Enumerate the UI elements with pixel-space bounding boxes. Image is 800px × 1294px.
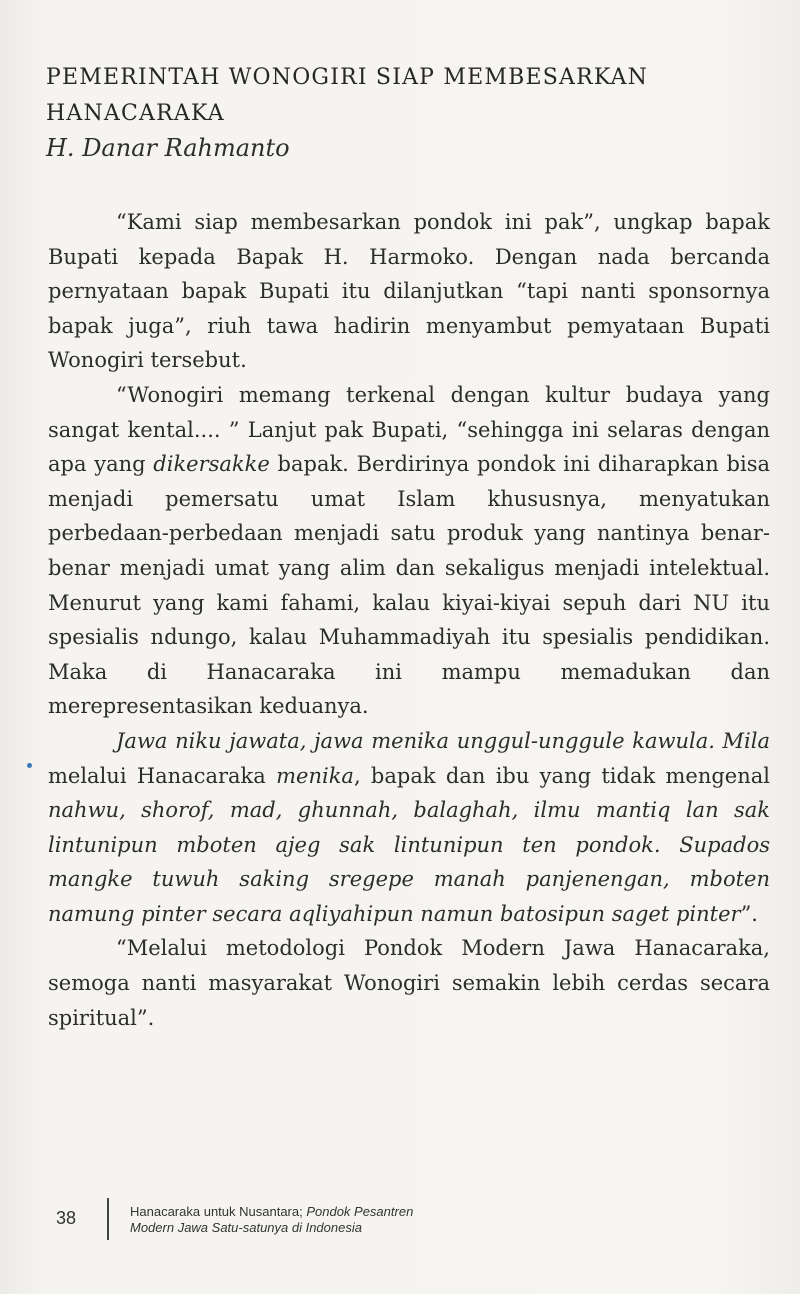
paragraph-text: melalui Hanacaraka xyxy=(48,763,277,788)
paragraph-text: , bapak dan ibu yang tidak mengenal xyxy=(353,763,770,788)
body-paragraph xyxy=(48,931,770,1035)
paragraph-text: “Melalui metodologi Pondok Modern Jawa Hanacaraka, semoga nanti masyarakat Wonogiri semakin lebih cerdas secara spiritual”. xyxy=(48,936,770,1030)
footer-divider xyxy=(107,1198,109,1240)
page-footer xyxy=(0,1196,800,1246)
running-footer xyxy=(130,1204,413,1236)
article-title xyxy=(46,60,766,132)
body-paragraph xyxy=(48,378,770,724)
page-number: 38 xyxy=(56,1208,77,1228)
paragraph-text: bapak. Berdirinya pondok ini diharapkan bisa menjadi pemersatu umat Islam khususnya, menyatukan perbedaan-perbedaan menjadi satu produk yang nantinya benar-benar menjadi umat yang alim dan sekaligus menjadi intelektual. Menurut yang kami fahami, kalau kiyai-kiyai sepuh dari NU itu spesialis ndungo, kalau Muhammadiyah itu spesialis pendidikan. Maka di Hanacaraka ini mampu memadukan dan merepresentasikan keduanya. xyxy=(48,452,770,719)
article-title-line-1: PEMERINTAH WONOGIRI SIAP MEMBESARKAN xyxy=(46,65,649,90)
paragraph-text: “Kami siap membesarkan pondok ini pak”, ungkap bapak Bupati kepada Bapak H. Harmoko. Dengan nada bercanda pernyataan bapak Bupati itu dilanjutkan “tapi nanti sponsornya bapak juga”, riuh tawa hadirin menyambut pemyataan Bupati Wonogiri tersebut. xyxy=(48,210,770,373)
body-paragraph xyxy=(48,724,770,932)
paragraph-text: “Wonogiri memang terkenal dengan kultur budaya yang sangat kental.... ” Lanjut pak Bupati, “sehingga ini selaras dengan apa yang xyxy=(48,382,770,477)
running-footer-subtitle-1: Pondok Pesantren xyxy=(306,1204,414,1219)
margin-mark xyxy=(27,763,32,768)
running-footer-book-title: Hanacaraka untuk Nusantara; xyxy=(130,1204,307,1219)
running-footer-subtitle-2: Modern Jawa Satu-satunya di Indonesia xyxy=(130,1220,362,1235)
italic-text: dikersakke xyxy=(153,452,270,477)
italic-text: Jawa niku jawata, jawa menika unggul-unggule kawula. Mila xyxy=(116,728,770,753)
paragraph-text: ”. xyxy=(740,901,758,926)
italic-text: nahwu, shorof, mad, ghunnah, balaghah, ilmu mantiq lan sak lintunipun mboten ajeg sak lintunipun ten pondok. Supados mangke tuwuh saking sregepe manah panjenengan, mboten namung pinter secara aqliyahipun namun batosipun saget pinter xyxy=(48,798,770,926)
body-paragraph xyxy=(48,205,770,378)
italic-text: menika xyxy=(276,763,354,788)
article-title-line-2: HANACARAKA xyxy=(46,101,225,126)
article-body xyxy=(48,205,770,1035)
article-author: H. Danar Rahmanto xyxy=(46,134,290,162)
